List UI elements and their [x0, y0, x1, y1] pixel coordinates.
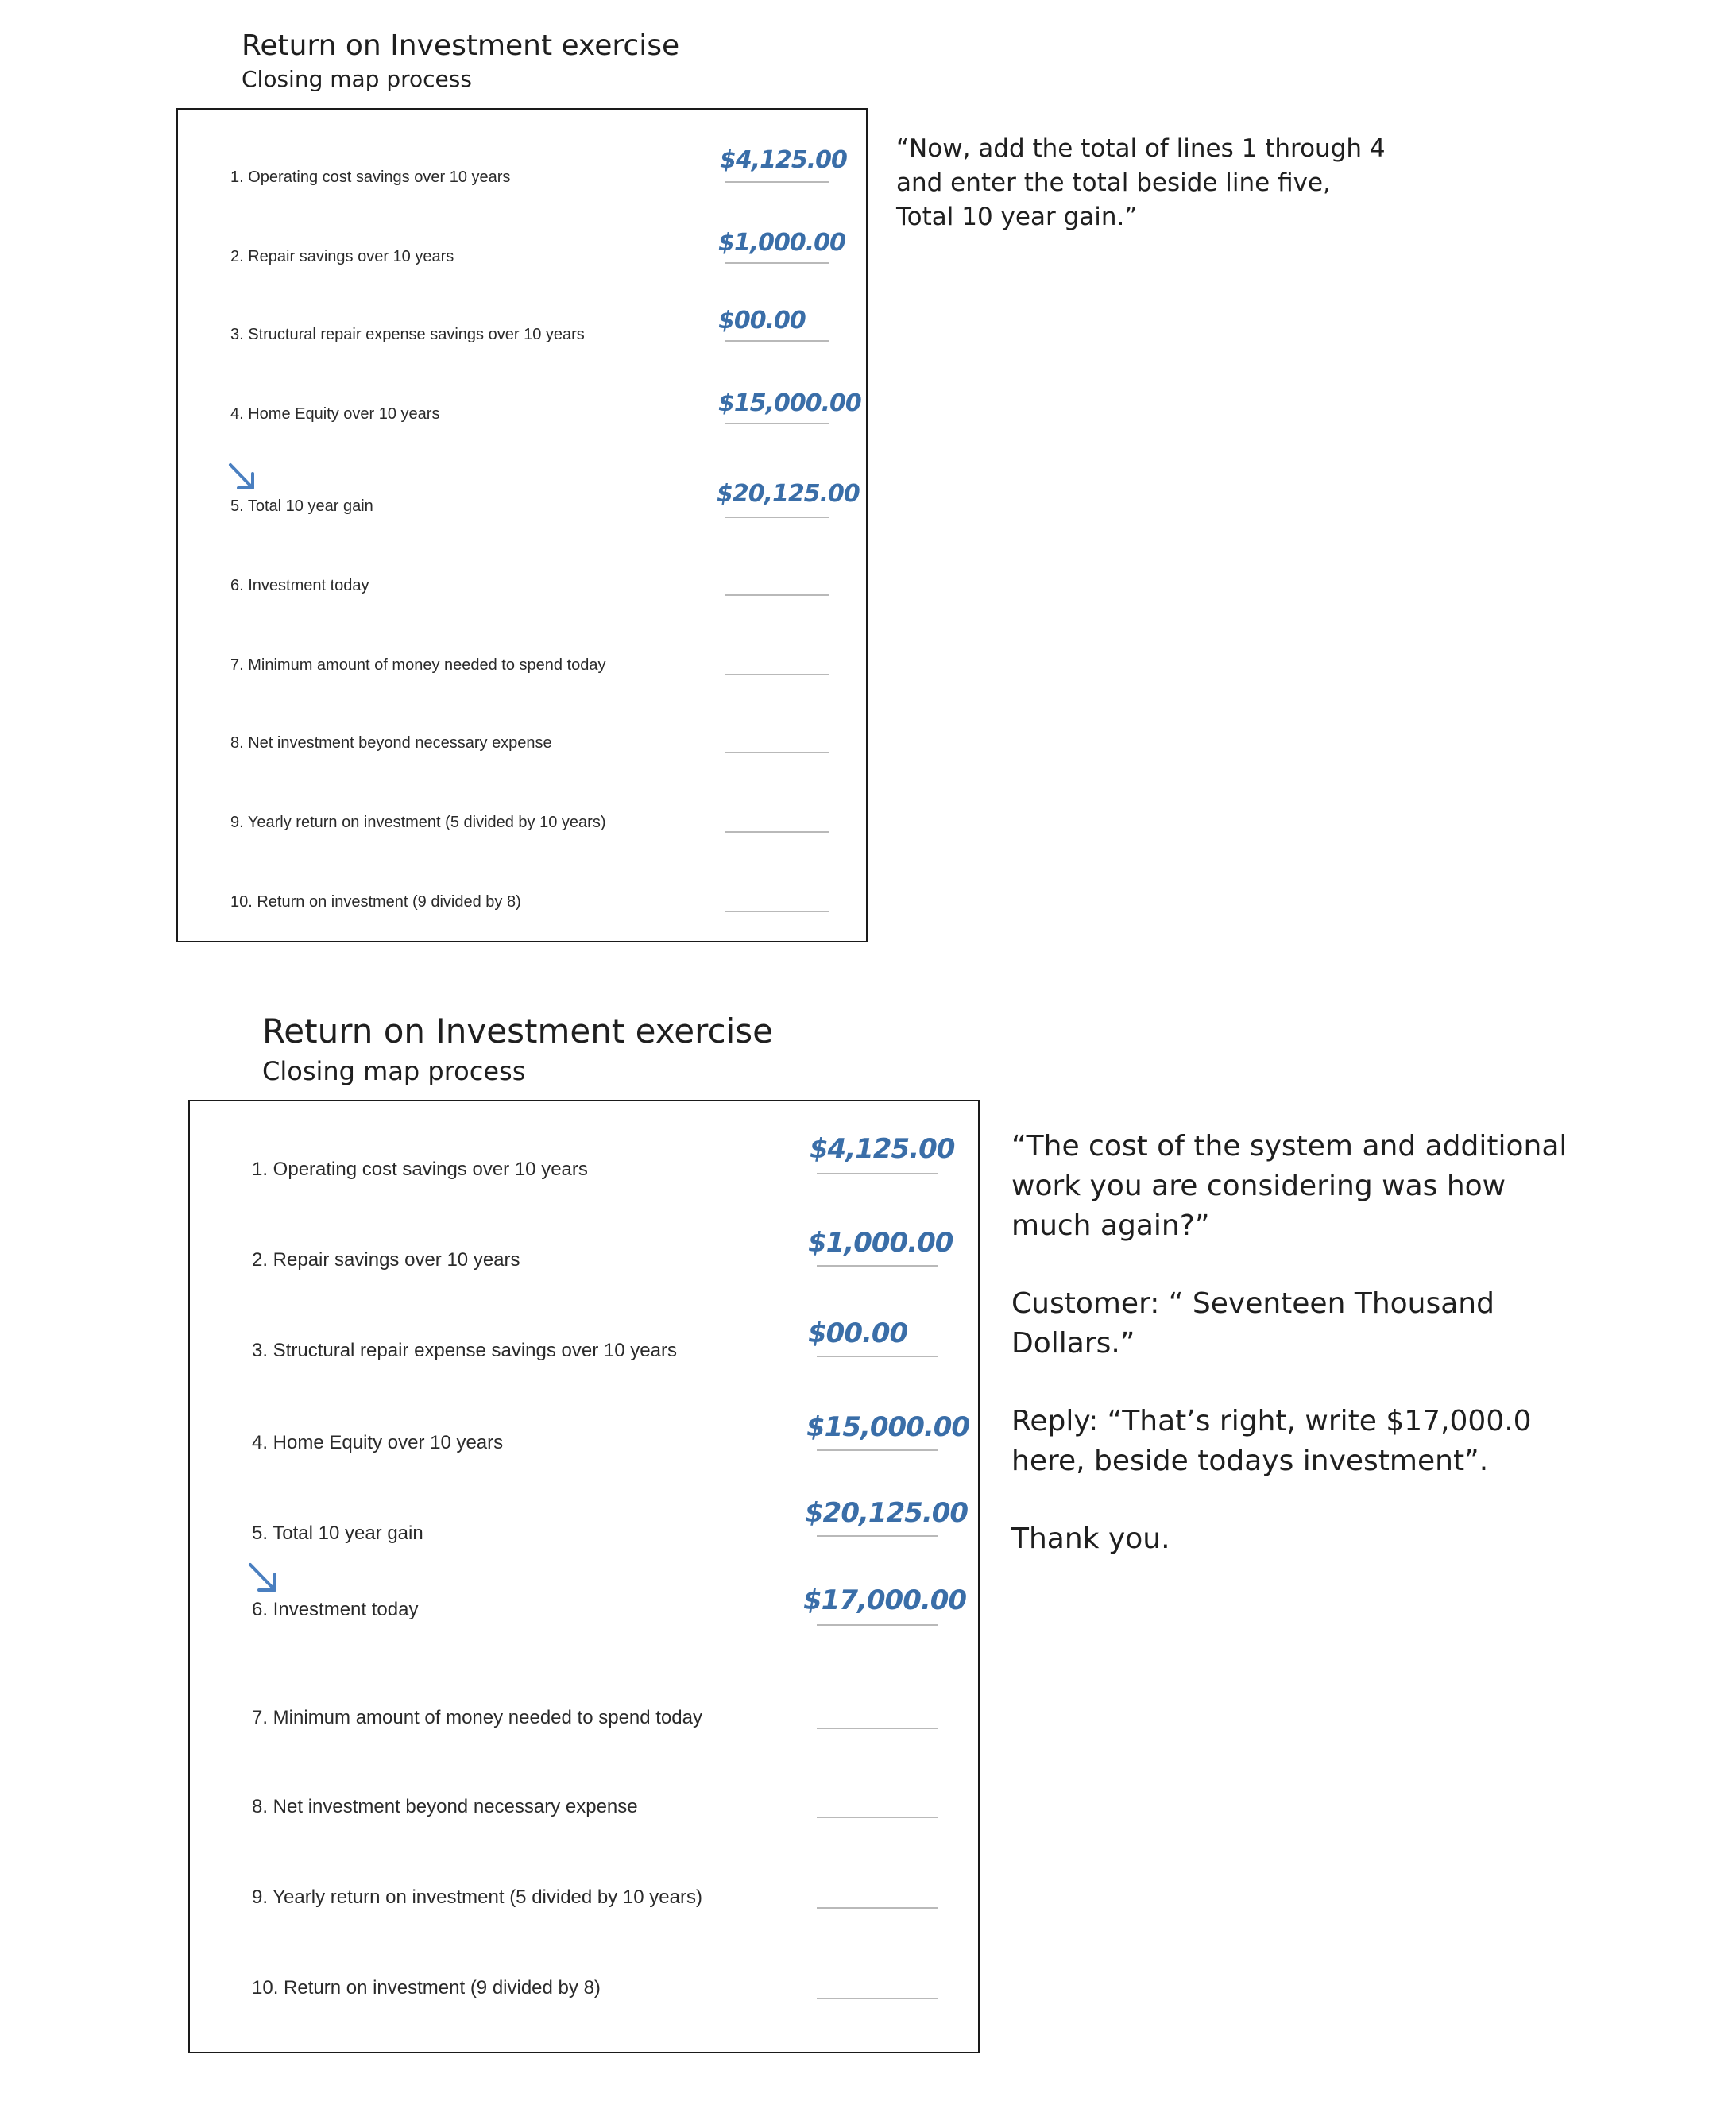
- sheet2-row-9-label: 9. Yearly return on investment (5 divided by 10 years): [252, 1886, 702, 1908]
- sheet1-row-1-line: [725, 181, 829, 183]
- sheet1-note-line-1: “Now, add the total of lines 1 through 4: [896, 134, 1386, 163]
- sheet2-customer-line-2: Dollars.”: [1011, 1327, 1135, 1360]
- sheet1-row-2-label: 2. Repair savings over 10 years: [230, 248, 454, 265]
- sheet2-subtitle: Closing map process: [262, 1056, 526, 1087]
- sheet1-row-4-line: [725, 423, 829, 424]
- sheet1-row-3-label: 3. Structural repair expense savings over 10 years: [230, 326, 585, 343]
- sheet2-row-1-label: 1. Operating cost savings over 10 years: [252, 1159, 588, 1180]
- sheet2-row-5-value: $20,125.00: [805, 1497, 969, 1529]
- sheet1-subtitle: Closing map process: [242, 66, 472, 93]
- sheet1-row-4-label: 4. Home Equity over 10 years: [230, 405, 440, 423]
- sheet1-form: [176, 108, 868, 942]
- sheet2-note: [1011, 1127, 1567, 1559]
- sheet2-customer-line-1: Customer: “ Seventeen Thousand: [1011, 1287, 1494, 1320]
- sheet2-question-line-3: much again?”: [1011, 1209, 1210, 1242]
- sheet1-row-4-value: $15,000.00: [718, 389, 861, 417]
- sheet2-header: [262, 1012, 773, 1087]
- sheet2-row-7-line: [817, 1728, 938, 1729]
- sheet1-row-10-label: 10. Return on investment (9 divided by 8): [230, 893, 521, 911]
- sheet2-row-6-line: [817, 1624, 938, 1626]
- sheet2-row-2-value: $1,000.00: [808, 1227, 953, 1259]
- sheet1-row-9-label: 9. Yearly return on investment (5 divided by 10 years): [230, 814, 606, 831]
- sheet1-row-10-line: [725, 911, 829, 912]
- sheet1-row-3-value: $00.00: [718, 307, 806, 335]
- sheet2-row-2-label: 2. Repair savings over 10 years: [252, 1249, 520, 1271]
- sheet1-row-6-label: 6. Investment today: [230, 577, 369, 594]
- sheet2-row-4-line: [817, 1449, 938, 1451]
- sheet2-row-2-line: [817, 1265, 938, 1267]
- sheet1-row-5-value: $20,125.00: [717, 480, 860, 508]
- sheet2-row-4-label: 4. Home Equity over 10 years: [252, 1432, 504, 1453]
- sheet1-row-8-label: 8. Net investment beyond necessary expense: [230, 734, 552, 752]
- sheet1-row-7-label: 7. Minimum amount of money needed to spend today: [230, 656, 606, 674]
- sheet2-row-10-line: [817, 1998, 938, 1999]
- sheet2-question-line-2: work you are considering was how: [1011, 1170, 1506, 1202]
- sheet2-row-8-label: 8. Net investment beyond necessary expense: [252, 1796, 638, 1817]
- sheet2-reply-line-2: here, beside todays investment”.: [1011, 1445, 1489, 1477]
- sheet2-row-5-line: [817, 1535, 938, 1537]
- sheet1-row-9-line: [725, 831, 829, 833]
- sheet1-row-3-line: [725, 340, 829, 342]
- sheet1-row-5-line: [725, 517, 829, 518]
- sheet1-row-1-value: $4,125.00: [720, 146, 847, 174]
- sheet2-row-7-label: 7. Minimum amount of money needed to spend today: [252, 1707, 702, 1728]
- sheet1-note-line-2: and enter the total beside line five,: [896, 168, 1331, 197]
- sheet2-question-line-1: “The cost of the system and additional: [1011, 1130, 1568, 1163]
- sheet2-row-3-value: $00.00: [808, 1317, 908, 1349]
- sheet2-row-5-label: 5. Total 10 year gain: [252, 1523, 423, 1544]
- sheet2-row-3-line: [817, 1356, 938, 1357]
- sheet1-row-6-line: [725, 594, 829, 596]
- sheet1-row-5-label: 5. Total 10 year gain: [230, 497, 373, 515]
- sheet1-row-2-value: $1,000.00: [718, 229, 845, 257]
- sheet2-row-6-label: 6. Investment today: [252, 1599, 419, 1620]
- sheet2-row-10-label: 10. Return on investment (9 divided by 8): [252, 1977, 601, 1998]
- sheet1-row-7-line: [725, 674, 829, 675]
- sheet2-closing: Thank you.: [1011, 1523, 1170, 1555]
- sheet2-row-8-line: [817, 1817, 938, 1818]
- sheet2-row-9-line: [817, 1907, 938, 1909]
- sheet1-row-1-label: 1. Operating cost savings over 10 years: [230, 168, 511, 186]
- sheet2-row-1-value: $4,125.00: [810, 1133, 955, 1165]
- arrow-icon: [227, 461, 259, 494]
- sheet1-row-8-line: [725, 752, 829, 753]
- sheet2-row-1-line: [817, 1173, 938, 1174]
- sheet2-reply-line-1: Reply: “That’s right, write $17,000.0: [1011, 1405, 1532, 1437]
- sheet1-note: [896, 132, 1386, 234]
- sheet1-row-2-line: [725, 262, 829, 264]
- sheet2-row-3-label: 3. Structural repair expense savings over 10 years: [252, 1340, 677, 1361]
- sheet2-row-6-value: $17,000.00: [803, 1584, 967, 1616]
- sheet1-title: Return on Investment exercise: [242, 29, 680, 62]
- sheet2-form: [188, 1100, 980, 2053]
- sheet2-row-4-value: $15,000.00: [806, 1411, 970, 1443]
- sheet1-header: [242, 29, 679, 93]
- sheet2-title: Return on Investment exercise: [262, 1012, 773, 1050]
- sheet1-note-line-3: Total 10 year gain.”: [896, 203, 1138, 231]
- arrow-icon: [247, 1561, 282, 1597]
